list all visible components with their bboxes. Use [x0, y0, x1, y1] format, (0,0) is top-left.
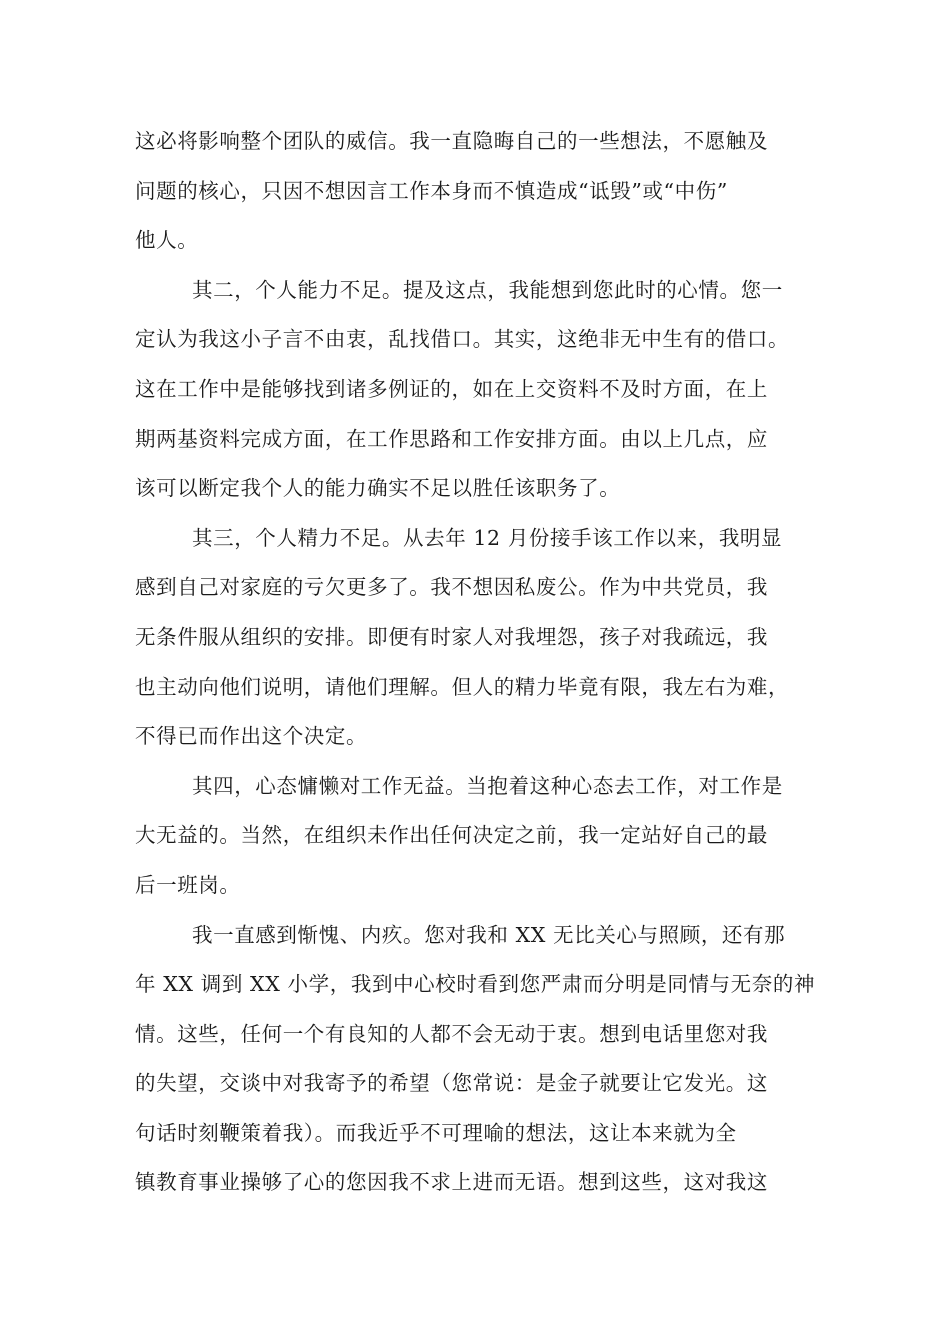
text-line: 这在工作中是能够找到诸多例证的，如在上交资料不及时方面，在上	[135, 376, 768, 401]
text-line: 年 XX 调到 XX 小学，我到中心校时看到您严肃而分明是同情与无奈的神	[135, 972, 816, 997]
paragraph-start-line: 其三，个人精力不足。从去年 12 月份接手该工作以来，我明显	[192, 525, 783, 550]
paragraph-start-line: 其四，心态慵懒对工作无益。当抱着这种心态去工作，对工作是	[192, 773, 783, 798]
text-line: 感到自己对家庭的亏欠更多了。我不想因私废公。作为中共党员，我	[135, 575, 768, 600]
document-body	[135, 117, 825, 1208]
text-line: 大无益的。当然，在组织未作出任何决定之前，我一定站好自己的最	[135, 823, 768, 848]
paragraph-start-line: 其二，个人能力不足。提及这点，我能想到您此时的心情。您一	[192, 277, 783, 302]
text-line: 他人。	[135, 228, 199, 253]
text-line: 后一班岗。	[135, 872, 241, 897]
text-line: 这必将影响整个团队的威信。我一直隐晦自己的一些想法，不愿触及	[135, 129, 768, 153]
text-line: 定认为我这小子言不由衷，乱找借口。其实，这绝非无中生有的借口。	[135, 327, 790, 352]
text-line: 不得已而作出这个决定。	[135, 724, 368, 749]
text-line: 的失望，交谈中对我寄予的希望（您常说：是金子就要让它发光。这	[135, 1071, 768, 1096]
text-line: 也主动向他们说明，请他们理解。但人的精力毕竟有限，我左右为难，	[135, 674, 790, 699]
text-line: 期两基资料完成方面，在工作思路和工作安排方面。由以上几点，应	[135, 426, 768, 451]
text-line: 句话时刻鞭策着我）。而我近乎不可理喻的想法，这让本来就为全	[135, 1120, 737, 1145]
text-line: 该可以断定我个人的能力确实不足以胜任该职务了。	[135, 476, 621, 501]
text-line: 情。这些，任何一个有良知的人都不会无动于衷。想到电话里您对我	[135, 1021, 768, 1046]
text-line: 无条件服从组织的安排。即便有时家人对我埋怨，孩子对我疏远，我	[135, 624, 768, 649]
paragraph-start-line: 我一直感到惭愧、内疚。您对我和 XX 无比关心与照顾，还有那	[192, 922, 786, 947]
text-line: 镇教育事业操够了心的您因我不求上进而无语。想到这些，这对我这	[135, 1170, 768, 1195]
text-line: 问题的核心，只因不想因言工作本身而不慎造成“诋毁”或“中伤”	[135, 178, 728, 203]
